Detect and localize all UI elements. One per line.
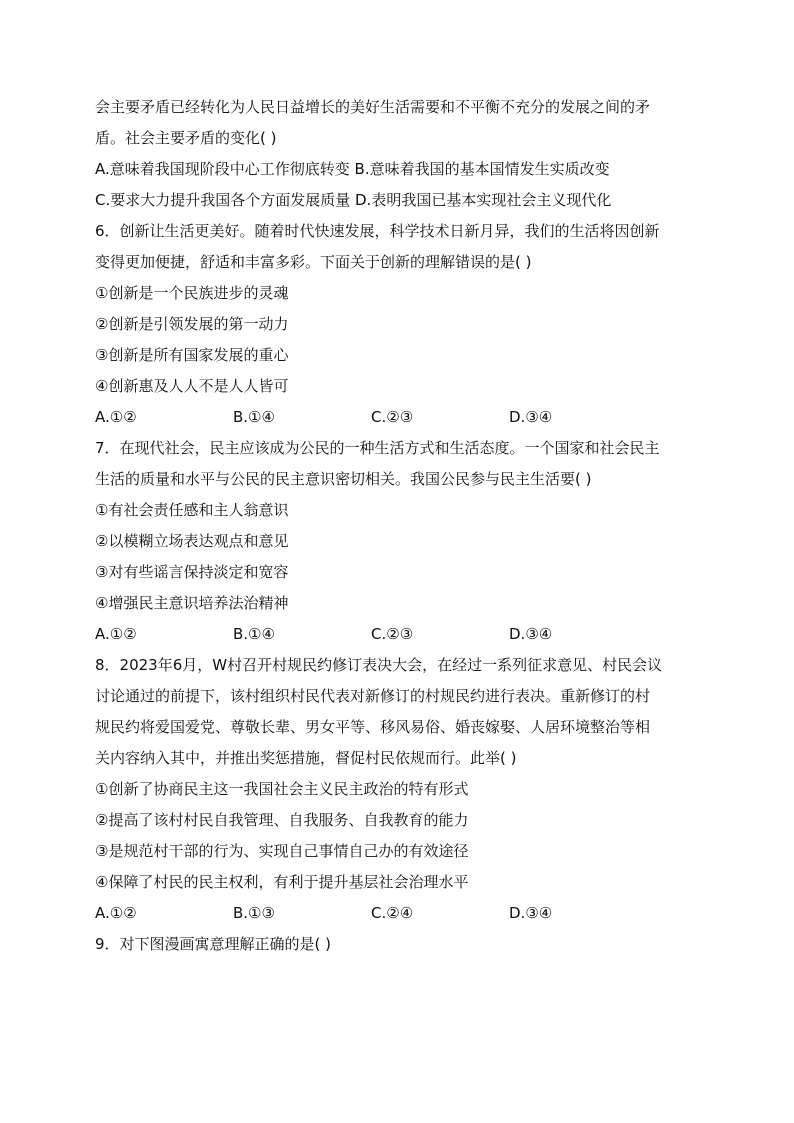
- answer-choices: [95, 898, 705, 929]
- statement-item: ④创新惠及人人不是人人皆可: [95, 377, 289, 395]
- statement-item: ②提高了该村村民自我管理、自我服务、自我教育的能力: [95, 811, 469, 829]
- choice-d: D.③④: [509, 904, 553, 922]
- statement-item: ②创新是引领发展的第一动力: [95, 315, 289, 333]
- answer-option-line: C.要求大力提升我国各个方面发展质量 D.表明我国已基本实现社会主义现代化: [95, 191, 612, 209]
- question-text-line: 盾。社会主要矛盾的变化( ): [95, 129, 277, 147]
- question-7: [95, 433, 705, 650]
- question-8: [95, 650, 705, 929]
- choice-a: A.①②: [95, 904, 137, 922]
- question-6: [95, 216, 705, 433]
- question-text-line: 7．在现代社会，民主应该成为公民的一种生活方式和生活态度。一个国家和社会民主: [95, 439, 660, 457]
- question-text-line: 生活的质量和水平与公民的民主意识密切相关。我国公民参与民主生活要( ): [95, 470, 592, 488]
- answer-choices: [95, 619, 705, 650]
- choice-b: B.①③: [233, 904, 275, 922]
- choice-a: A.①②: [95, 625, 137, 643]
- question-text-line: 规民约将爱国爱党、尊敬长辈、男女平等、移风易俗、婚丧嫁娶、人居环境整治等相: [95, 718, 651, 736]
- question-content: [95, 92, 705, 960]
- question-9: [95, 929, 705, 960]
- question-text-line: 变得更加便捷，舒适和丰富多彩。下面关于创新的理解错误的是( ): [95, 253, 532, 271]
- question-text-line: 关内容纳入其中，并推出奖惩措施，督促村民依规而行。此举( ): [95, 749, 517, 767]
- choice-c: C.②④: [371, 904, 414, 922]
- choice-b: B.①④: [233, 408, 275, 426]
- choice-b: B.①④: [233, 625, 275, 643]
- statement-item: ③创新是所有国家发展的重心: [95, 346, 289, 364]
- statement-item: ①创新了协商民主这一我国社会主义民主政治的特有形式: [95, 780, 469, 798]
- choice-c: C.②③: [371, 408, 414, 426]
- statement-item: ③是规范村干部的行为、实现自己事情自己办的有效途径: [95, 842, 469, 860]
- statement-item: ④增强民主意识培养法治精神: [95, 594, 289, 612]
- statement-item: ①创新是一个民族进步的灵魂: [95, 284, 289, 302]
- statement-item: ③对有些谣言保持淡定和宽容: [95, 563, 289, 581]
- choice-d: D.③④: [509, 408, 553, 426]
- question-5: [95, 92, 705, 216]
- question-text-line: 讨论通过的前提下，该村组织村民代表对新修订的村规民约进行表决。重新修订的村: [95, 687, 651, 705]
- question-text-line: 6．创新让生活更美好。随着时代快速发展，科学技术日新月异，我们的生活将因创新: [95, 222, 660, 240]
- statement-item: ②以模糊立场表达观点和意见: [95, 532, 289, 550]
- question-text-line: 8．2023年6月，W村召开村规民约修订表决大会，在经过一系列征求意见、村民会议: [95, 656, 663, 674]
- choice-a: A.①②: [95, 408, 137, 426]
- answer-choices: [95, 402, 705, 433]
- choice-c: C.②③: [371, 625, 414, 643]
- choice-d: D.③④: [509, 625, 553, 643]
- question-text-line: 9．对下图漫画寓意理解正确的是( ): [95, 935, 332, 953]
- answer-option-line: A.意味着我国现阶段中心工作彻底转变 B.意味着我国的基本国情发生实质改变: [95, 160, 610, 178]
- statement-item: ④保障了村民的民主权利，有利于提升基层社会治理水平: [95, 873, 469, 891]
- question-text-line: 会主要矛盾已经转化为人民日益增长的美好生活需要和不平衡不充分的发展之间的矛: [95, 98, 651, 116]
- statement-item: ①有社会责任感和主人翁意识: [95, 501, 289, 519]
